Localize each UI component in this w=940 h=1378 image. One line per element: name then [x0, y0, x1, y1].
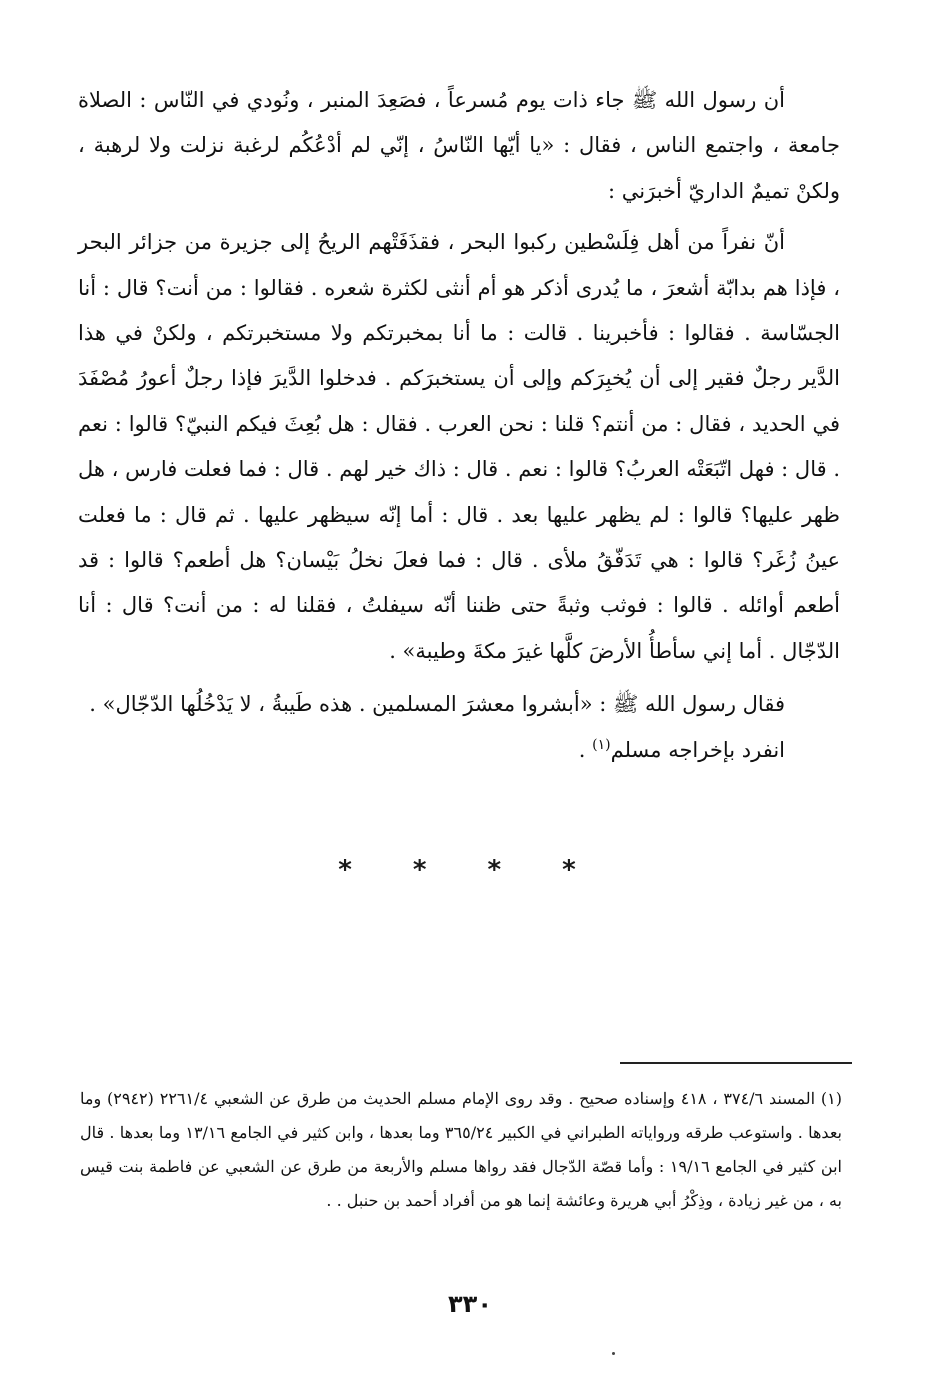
section-separator: * * * *	[338, 855, 602, 885]
scan-speck	[612, 1352, 615, 1355]
paragraph-saying: فقال رسول الله ﷺ : «أبشروا معشرَ المسلمين . هذه طَيبةُ ، لا يَدْخُلُها الدّجّال» .	[89, 692, 785, 717]
footnote-reference: (١)	[592, 736, 611, 753]
footnote-divider	[620, 1062, 852, 1064]
source-note-end: .	[578, 737, 593, 762]
paragraph-source-note	[78, 728, 840, 773]
footnote-text: (١) المسند ٣٧٤/٦ ، ٤١٨ وإسناده صحيح . وقد روى الإمام مسلم الحديث من طرق عن الشعبي ٢٢٦١/٤ (٢٩٤٢) وما بعدها . واستوعب طرقه ورواياته الطبراني في الكبير ٣٦٥/٢٤ وما بعدها ، وابن كثير في الجامع ١٣/١٦ وما بعدها . قال ابن كثير في الجامع ١٩/١٦ : وأما قصّة الدّجال فقد رواها مسلم والأربعة من طرق عن الشعبي عن فاطمة بنت قيس به ، من غير زيادة ، وذِكْرُ أبي هريرة وعائشة إنما هو من أفراد أحمد بن حنبل . .	[80, 1089, 843, 1210]
page-number: ٣٣٠	[448, 1290, 492, 1318]
paragraph-story: أنّ نفراً من أهل فِلَسْطين ركبوا البحر ، فقذَفَتْهم الريحُ إلى جزيرة من جزائر البحر ، فإذا هم بدابّة أشعرَ ، ما يُدرى أذكر هو أم أنثى لكثرة شعره . فقالوا : من أنت؟ قال : أنا الجسّاسة . فقالوا : فأخبرينا . قالت : ما أنا بمخبرتكم ولا مستخبرتكم ، ولكنْ في هذا الدَّير رجلٌ فقير إلى أن يُخبِرَكم وإلى أن يستخبرَكم . فدخلوا الدَّيرَ فإذا رجلٌ أعورُ مُصْفَدَ في الحديد ، فقال : من أنتم؟ قلنا : نحن العرب . فقال : هل بُعِثَ فيكم النبيّ؟ قالوا : نعم . قال : فهل اتّبَعَتْه العربُ؟ قالوا : نعم . قال : ذاك خير لهم . قال : فما فعلت فارس ، هل ظهر عليها؟ قالوا : لم يظهر عليها بعد . قال : أما إنّه سيظهر عليها . ثم قال : ما فعلت عينُ زُغَر؟ قالوا : هي تَدَفّقُ ملأى . قال : فما فعلَ نخلُ بَيْسان؟ هل أطعم؟ قالوا : قد أطعم أوائله . قالوا : فوثب وثبةً حتى ظننا أنّه سيفلتُ ، فقلنا له : من أنت؟ قال : أنا الدّجّال . أما إني سأطأُ الأرضَ كلَّها غيرَ مكةَ وطيبة» .	[78, 230, 840, 663]
footnote	[80, 1082, 842, 1218]
paragraph-intro: أن رسول الله ﷺ جاء ذات يوم مُسرعاً ، فصَعِدَ المنبر ، ونُودي في النّاس : الصلاة جامعة ، واجتمع الناس ، فقال : «يا أيّها النّاسُ ، إنّي لم أدْعُكُم لرغبة نزلت ولا لرهبة ، ولكنْ تميمٌ الداريّ أخبرَني :	[78, 88, 840, 203]
source-note-text: انفرد بإخراجه مسلم	[610, 737, 785, 762]
main-text	[78, 78, 840, 773]
